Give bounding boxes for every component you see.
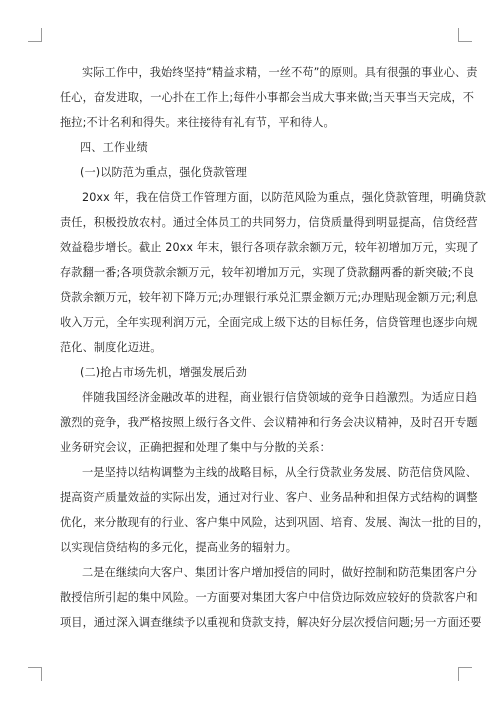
text-line: 优化，来分散现有的行业、客户集中风险，达到巩固、培育、发展、淘汰一批的目的， — [60, 516, 489, 529]
text-line: 二是在继续向大客户、集团计客户增加授信的同时，做好控制和防范集团客户分 — [82, 566, 478, 579]
text-line: 实际工作中，我始终坚持“精益求精，一丝不苟”的原则。具有很强的事业心、责 — [82, 66, 478, 79]
paragraph-point-one — [60, 460, 489, 560]
text-line: 存款翻一番;各项贷款余额万元，较年初增加万元，实现了贷款翻两番的新突破;不良 — [60, 266, 475, 279]
text-line: 项目，通过深入调查继续予以重视和贷款支持，解决好分层次授信问题;另一方面还要 — [60, 616, 482, 629]
document-body — [60, 60, 489, 635]
paragraph-work-attitude — [60, 60, 478, 135]
subsection-heading-market — [60, 360, 446, 385]
text-line: 任心，奋发进取，一心扑在工作上;每件小事都会当成大事来做;当天事当天完成，不 — [60, 91, 475, 104]
text-line: 激烈的竞争，我严格按照上级行各文件、会议精神和行务会决议精神，及时召开专题 — [60, 416, 478, 429]
crop-mark-top-left-v — [41, 28, 42, 42]
crop-mark-bottom-right-h — [458, 667, 472, 668]
paragraph-loan-results — [60, 185, 487, 360]
crop-mark-top-right-v — [458, 28, 459, 42]
subsection-heading-text: (一)以防范为重点，强化贷款管理 — [80, 166, 247, 179]
crop-mark-bottom-right-v — [458, 667, 459, 681]
text-line: 责任，积极投放农村。通过全体员工的共同努力，信贷质量得到明显提高，信贷经营 — [60, 216, 478, 229]
section-heading-text: 四、工作业绩 — [80, 141, 148, 154]
paragraph-point-two — [60, 560, 482, 635]
crop-mark-bottom-left-v — [41, 667, 42, 681]
text-line: 提高资产质量效益的实际出发，通过对行业、客户、业务品种和担保方式结构的调整 — [60, 491, 478, 504]
text-line: 伴随我国经济金融改革的进程，商业银行信贷领域的竞争日趋激烈。为适应日趋 — [82, 391, 478, 404]
text-line: 一是坚持以结构调整为主线的战略目标，从全行贷款业务发展、防范信贷风险、 — [82, 466, 478, 479]
text-line: 以实现信贷结构的多元化，提高业务的辐射力。 — [60, 541, 298, 554]
subsection-heading-text: (二)抢占市场先机，增强发展后劲 — [80, 366, 247, 379]
text-line: 散授信所引起的集中风险。一方面要对集团大客户中信贷边际效应较好的贷款客户和 — [60, 591, 478, 604]
crop-mark-top-right-h — [458, 41, 472, 42]
text-line: 贷款余额万元，较年初下降万元;办理银行承兑汇票金额万元;办理贴现金额万元;利息 — [60, 291, 478, 304]
text-line: 效益稳步增长。截止 20xx 年末，银行各项存款余额万元，较年初增加万元，实现了 — [60, 241, 479, 254]
paragraph-competition — [60, 385, 478, 460]
text-line: 范化、制度化迈进。 — [60, 341, 162, 354]
text-line: 业务研究会议，正确把握和处理了集中与分散的关系： — [60, 441, 331, 454]
text-line: 20xx 年，我在信贷工作管理方面，以防范风险为重点，强化贷款管理，明确贷款 — [82, 191, 487, 204]
text-line: 收入万元，全年实现利润万元，全面完成上级下达的目标任务，信贷管理也逐步向规 — [60, 316, 478, 329]
section-heading — [60, 135, 446, 160]
crop-mark-top-left-h — [28, 41, 42, 42]
subsection-heading-loan-management — [60, 160, 446, 185]
crop-mark-bottom-left-h — [28, 667, 42, 668]
text-line: 拖拉;不计名利和得失。来往接待有礼有节，平和待人。 — [60, 116, 335, 129]
